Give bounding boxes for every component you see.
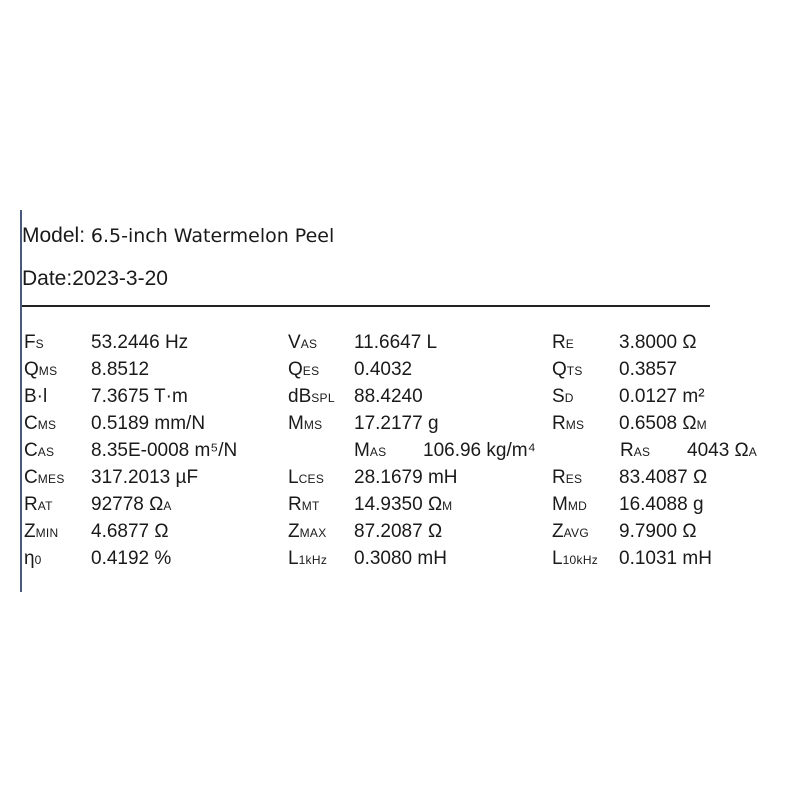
- date-value: 2023-3-20: [72, 267, 168, 290]
- param-symbol: SD: [552, 386, 574, 407]
- param-value: 7.3675 T·m: [91, 386, 188, 407]
- param-value: 0.1031 mH: [619, 548, 712, 569]
- param-symbol: ZAVG: [552, 521, 589, 542]
- param-symbol: CMS: [24, 413, 57, 434]
- param-value: 53.2446 Hz: [91, 332, 189, 353]
- param-value: 92778 ΩA: [91, 494, 172, 515]
- param-symbol: B·l: [24, 386, 48, 407]
- param-value: 0.4192 %: [91, 548, 172, 569]
- param-value: 28.1679 mH: [354, 467, 458, 488]
- param-symbol: dBSPL: [288, 386, 335, 407]
- param-symbol: MMS: [288, 413, 323, 434]
- param-symbol: CMES: [24, 467, 65, 488]
- param-symbol: RAT: [24, 494, 53, 515]
- model-line: [22, 224, 334, 248]
- param-symbol: LCES: [288, 467, 325, 488]
- param-value: 16.4088 g: [619, 494, 704, 515]
- param-value: 0.5189 mm/N: [91, 413, 206, 434]
- param-symbol: L1kHz: [288, 548, 328, 569]
- param-symbol: MMD: [552, 494, 588, 515]
- param-symbol: RMS: [552, 413, 585, 434]
- param-value: 9.7900 Ω: [619, 521, 697, 542]
- model-label: Model:: [22, 224, 86, 247]
- param-symbol: QTS: [552, 359, 583, 380]
- param-value: 8.35E-0008 m⁵/N: [91, 440, 238, 461]
- param-value: 17.2177 g: [354, 413, 439, 434]
- param-value: 83.4087 Ω: [619, 467, 708, 488]
- param-value: 0.0127 m²: [619, 386, 705, 407]
- param-value: 14.9350 ΩM: [354, 494, 453, 515]
- param-value: 0.6508 ΩM: [619, 413, 707, 434]
- param-symbol: RMT: [288, 494, 320, 515]
- header-divider: [22, 305, 710, 307]
- model-value: 6.5-inch Watermelon Peel: [90, 225, 335, 247]
- param-symbol: CAS: [24, 440, 55, 461]
- param-symbol: RES: [552, 467, 583, 488]
- param-symbol: RE: [552, 332, 575, 353]
- date-line: [22, 267, 168, 291]
- param-symbol: L10kHz: [552, 548, 599, 569]
- param-symbol: ZMAX: [288, 521, 327, 542]
- param-value: 11.6647 L: [354, 332, 438, 353]
- param-value: 3.8000 Ω: [619, 332, 697, 353]
- param-symbol: FS: [24, 332, 44, 353]
- param-value: 106.96 kg/m⁴: [423, 440, 536, 461]
- param-value: 317.2013 µF: [91, 467, 199, 488]
- date-label: Date:: [22, 267, 73, 290]
- param-symbol: MAS: [354, 440, 387, 461]
- param-symbol: QES: [288, 359, 320, 380]
- param-value: 0.4032: [354, 359, 413, 380]
- param-symbol: η0: [24, 548, 42, 569]
- param-symbol: RAS: [620, 440, 651, 461]
- param-value: 8.8512: [91, 359, 150, 380]
- param-value: 4043 ΩA: [687, 440, 758, 461]
- param-symbol: VAS: [288, 332, 318, 353]
- param-value: 88.4240: [354, 386, 423, 407]
- param-value: 87.2087 Ω: [354, 521, 443, 542]
- param-value: 0.3857: [619, 359, 678, 380]
- param-symbol: QMS: [24, 359, 58, 380]
- param-value: 4.6877 Ω: [91, 521, 169, 542]
- param-symbol: ZMIN: [24, 521, 59, 542]
- parameter-table: [24, 330, 784, 580]
- param-value: 0.3080 mH: [354, 548, 447, 569]
